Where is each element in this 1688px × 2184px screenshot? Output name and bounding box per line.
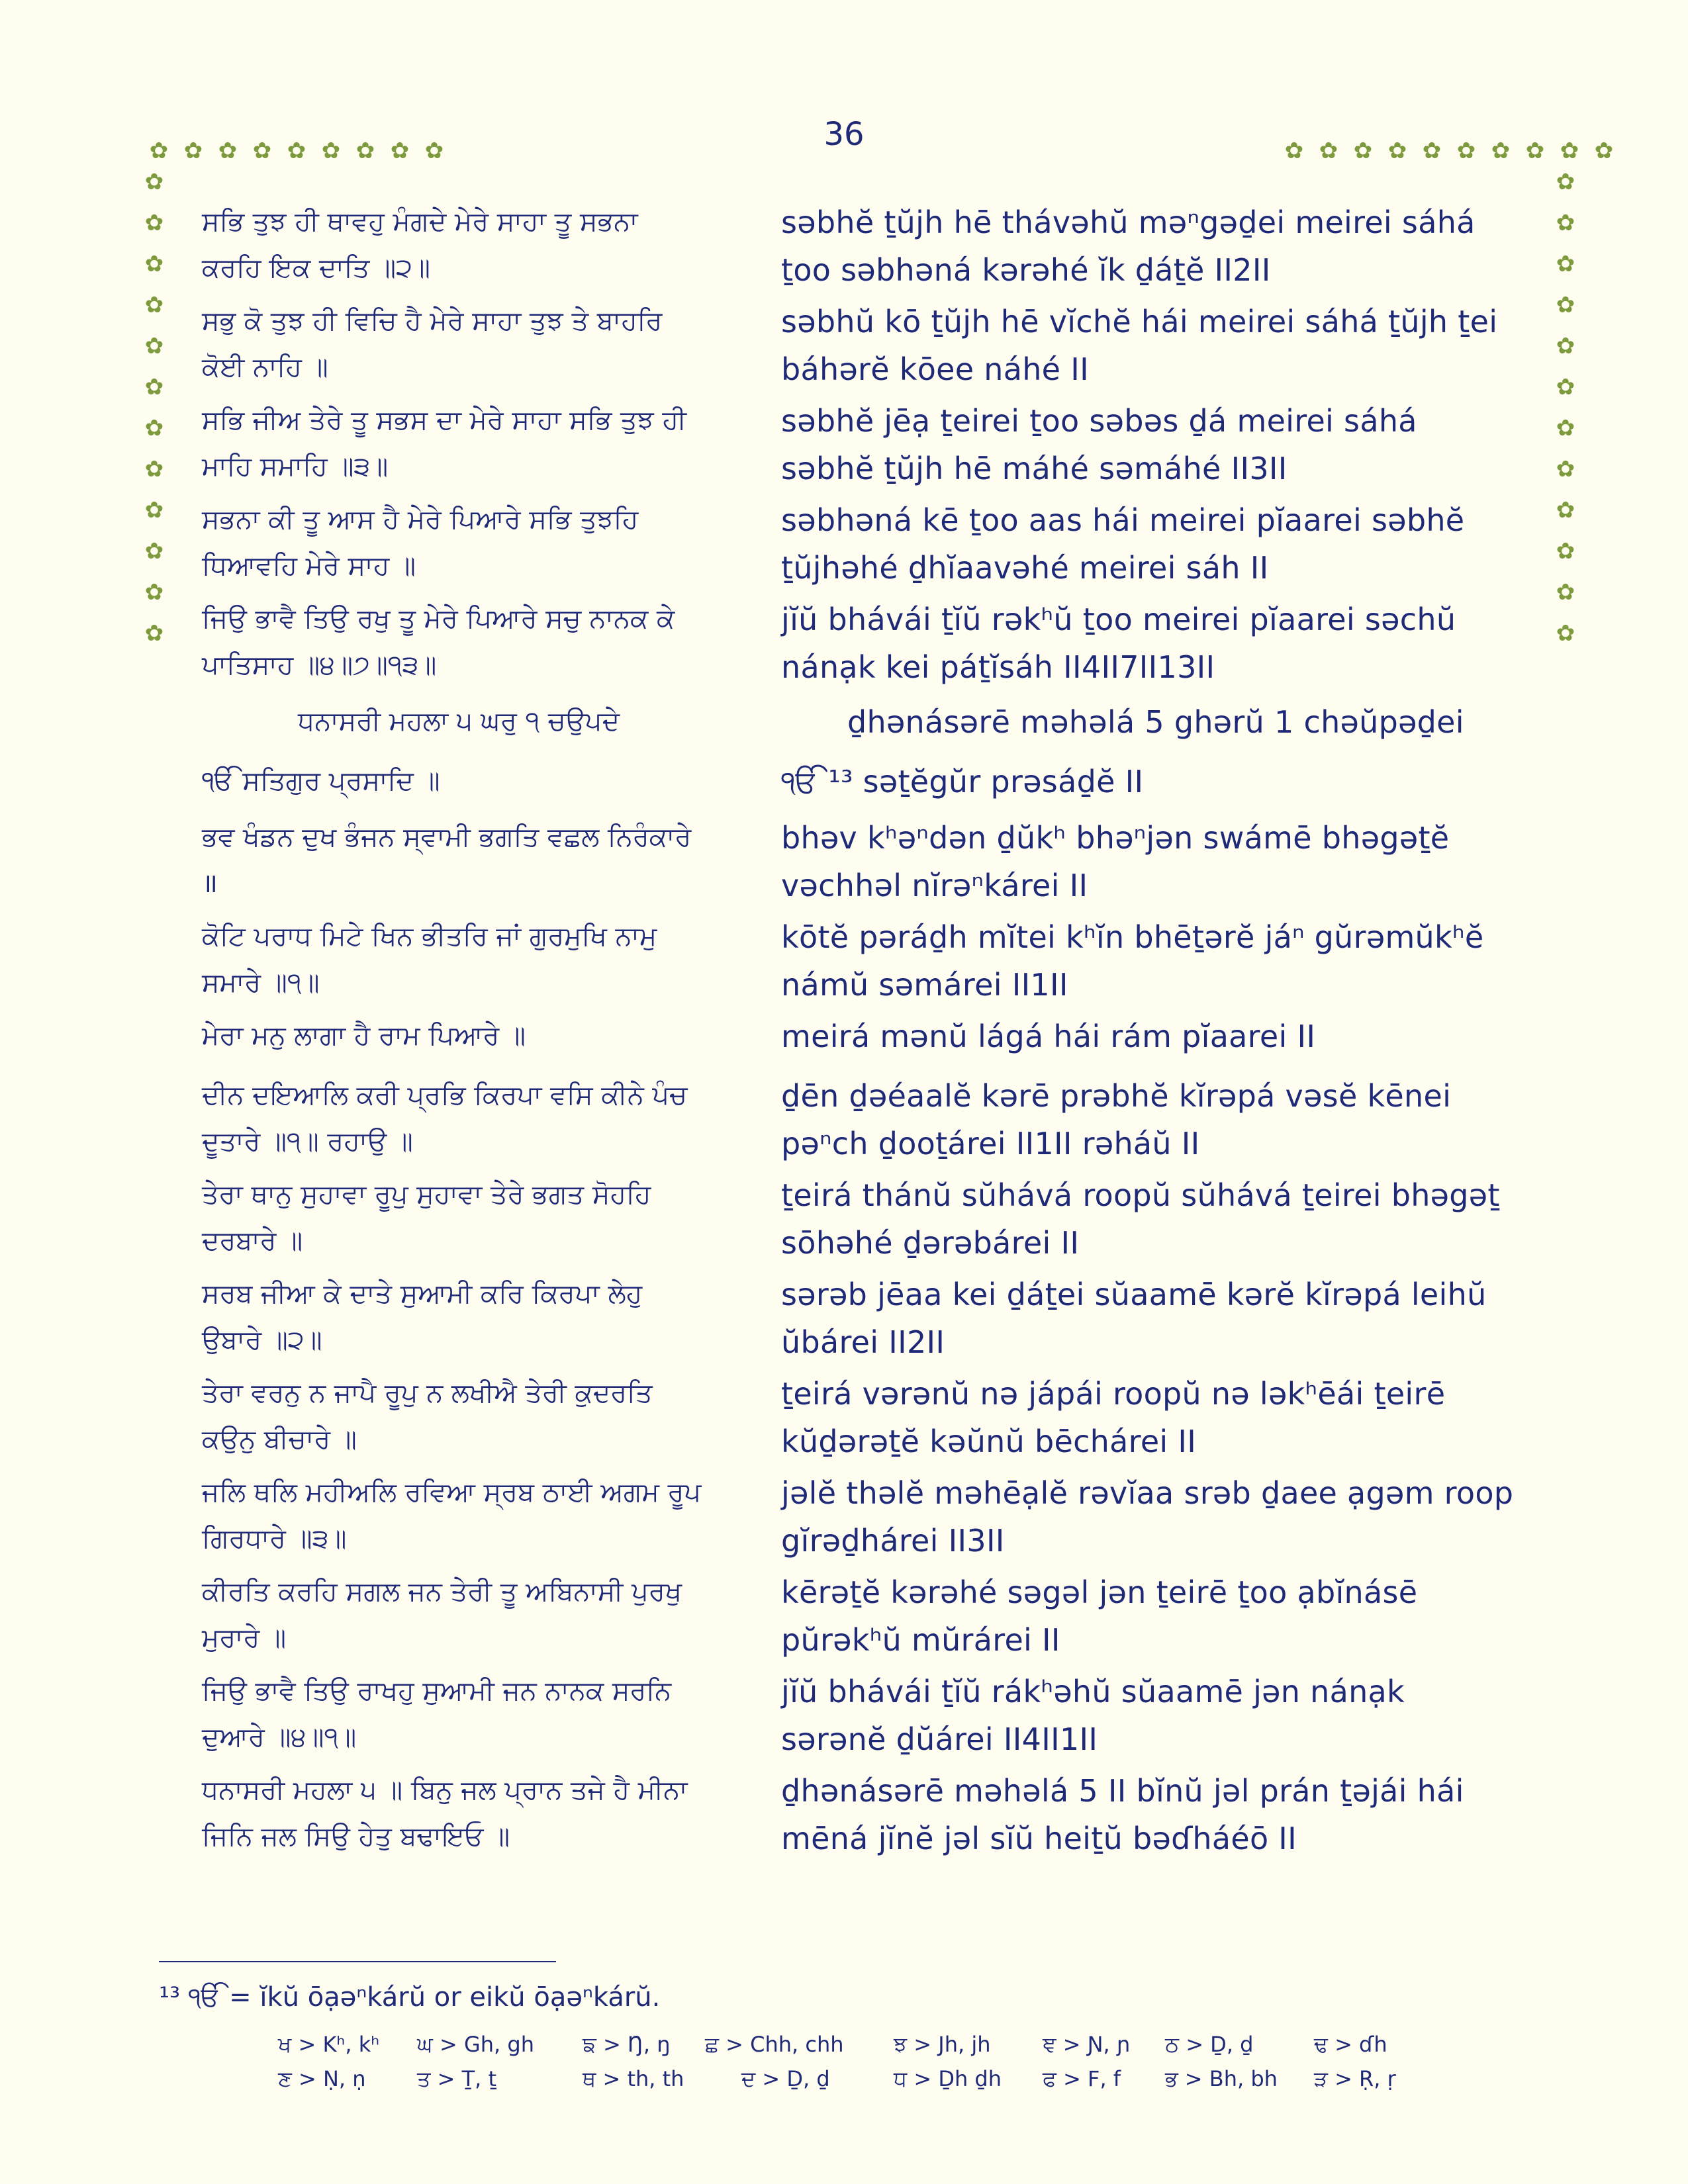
transliteration-line: kōtĕ pəráḏh mĭtei kʰĭn bhēṯərĕ jáⁿ gŭrəmŭkʰĕ xyxy=(781,919,1484,955)
flower-ornament-icon: ✿ xyxy=(1556,456,1575,482)
flower-ornament-icon: ✿ xyxy=(321,138,341,164)
flower-ornament-icon: ✿ xyxy=(218,138,238,164)
flower-ornament-icon: ✿ xyxy=(1556,169,1575,195)
gurmukhi-line: ਦੂਤਾਰੇ ॥੧॥ ਰਹਾਉ ॥ xyxy=(202,1126,413,1157)
gurmukhi-verse xyxy=(202,814,751,907)
gurmukhi-line: ਸਭਨਾ ਕੀ ਤੂ ਆਸ ਹੈ ਮੇਰੇ ਪਿਆਰੇ ਸਭਿ ਤੁਝਹਿ xyxy=(202,504,639,535)
gurmukhi-invocation: ੴ ਸਤਿਗੁਰ ਪ੍ਰਸਾਦਿ ॥ xyxy=(202,766,440,796)
transliteration-verse xyxy=(781,913,1516,1009)
transliteration-line: jəlĕ thəlĕ məhēạlĕ rəvĭaa srəb ḏaee ạgəm roop xyxy=(781,1475,1514,1511)
footnote-divider xyxy=(159,1961,556,1962)
flower-ornament-icon: ✿ xyxy=(1556,374,1575,400)
transliteration-verse xyxy=(781,298,1516,393)
flower-ornament-icon: ✿ xyxy=(1491,138,1511,164)
flower-ornament-icon: ✿ xyxy=(144,169,164,195)
flower-ornament-icon: ✿ xyxy=(144,415,164,441)
flower-ornament-icon: ✿ xyxy=(1556,538,1575,565)
transliteration-line: ṯoo səbhəná kərəhé ĭk ḏáṯĕ II2II xyxy=(781,252,1271,288)
gurmukhi-line: ਗਿਰਧਾਰੇ ॥੩॥ xyxy=(202,1524,347,1554)
gurmukhi-line: ॥ xyxy=(202,868,218,899)
flower-ornament-icon: ✿ xyxy=(144,456,164,482)
flower-ornament-icon: ✿ xyxy=(1422,138,1442,164)
legend-item: ਘ > Gh, gh xyxy=(417,2032,534,2057)
flower-ornament-icon: ✿ xyxy=(144,210,164,236)
gurmukhi-line: ਮਾਹਿ ਸਮਾਹਿ ॥੩॥ xyxy=(202,451,389,482)
legend-item: ਣ > Ṇ, ṇ xyxy=(278,2066,366,2091)
gurmukhi-line: ਮੁਰਾਰੇ ॥ xyxy=(202,1623,287,1653)
flower-ornament-icon: ✿ xyxy=(1556,292,1575,318)
flower-ornament-icon: ✿ xyxy=(1556,333,1575,359)
legend-item: ਙ > Ŋ, ŋ xyxy=(583,2032,671,2057)
transliteration-line: jĭŭ bhávái ṯĭŭ rákʰəhŭ sŭaamē jən nánạk xyxy=(781,1674,1405,1709)
transliteration-line: ṯŭjhəhé ḏhĭaavəhé meirei sáh II xyxy=(781,550,1269,586)
gurmukhi-line: ਕੋਈ ਨਾਹਿ ॥ xyxy=(202,352,328,383)
transliteration-verse xyxy=(781,1072,1516,1167)
transliteration-verse xyxy=(781,199,1516,294)
gurmukhi-line: ਸਰਬ ਜੀਆ ਕੇ ਦਾਤੇ ਸੁਆਮੀ ਕਰਿ ਕਿਰਪਾ ਲੇਹੁ xyxy=(202,1279,643,1309)
flower-ornament-icon: ✿ xyxy=(1353,138,1373,164)
legend-item: ਛ > Chh, chh xyxy=(705,2032,844,2057)
transliteration-line: kŭḏərəṯĕ kəŭnŭ bēchárei II xyxy=(781,1424,1197,1459)
flower-ornament-icon: ✿ xyxy=(287,138,306,164)
gurmukhi-line: ਪਾਤਿਸਾਹ ॥੪॥੭॥੧੩॥ xyxy=(202,650,437,680)
legend-item: ਦ > Ḏ, ḏ xyxy=(741,2066,830,2091)
page-number: 36 xyxy=(823,116,865,153)
flower-ornament-icon: ✿ xyxy=(144,251,164,277)
flower-ornament-icon: ✿ xyxy=(1387,138,1407,164)
flower-ornament-icon: ✿ xyxy=(1284,138,1304,164)
gurmukhi-line: ਕਰਹਿ ਇਕ ਦਾਤਿ ॥੨॥ xyxy=(202,253,430,283)
flower-ornament-icon: ✿ xyxy=(424,138,444,164)
flower-ornament-icon: ✿ xyxy=(1556,251,1575,277)
top-left-flower-border xyxy=(146,138,455,164)
gurmukhi-verse xyxy=(202,1569,751,1661)
transliteration-verse xyxy=(781,1271,1516,1366)
flower-ornament-icon: ✿ xyxy=(144,538,164,565)
transliteration-line: báhərĕ kōee náhé II xyxy=(781,351,1089,387)
gurmukhi-line: ਧਿਆਵਹਿ ਮੇਰੇ ਸਾਹ ॥ xyxy=(202,551,416,581)
gurmukhi-line: ਦਰਬਾਰੇ ॥ xyxy=(202,1226,303,1256)
transliteration-verse xyxy=(781,1370,1516,1465)
transliteration-line: səbhĕ ṯŭjh hē máhé səmáhé II3II xyxy=(781,451,1288,486)
gurmukhi-line: ਕਉਨੁ ਬੀਚਾਰੇ ॥ xyxy=(202,1424,357,1455)
transliteration-verse xyxy=(781,1469,1516,1565)
transliteration-line: ḏēn ḏəéaalĕ kərē prəbhĕ kĭrəpá vəsĕ kēnei xyxy=(781,1078,1452,1114)
legend-item: ਥ > th, th xyxy=(583,2066,684,2091)
gurmukhi-verse xyxy=(202,1469,751,1562)
top-right-flower-border xyxy=(1281,138,1625,164)
gurmukhi-line: ਸਭਿ ਤੁਝ ਹੀ ਥਾਵਹੁ ਮੰਗਦੇ ਮੇਰੇ ਸਾਹਾ ਤੂ ਸਭਨਾ xyxy=(202,206,638,237)
transliteration-verse xyxy=(781,1569,1516,1664)
right-flower-border xyxy=(1552,169,1579,661)
flower-ornament-icon: ✿ xyxy=(144,292,164,318)
transliteration-line: səbhĕ ṯŭjh hē thávəhŭ məⁿgəḏei meirei sáhá xyxy=(781,205,1476,240)
transliteration-verse xyxy=(781,1668,1516,1763)
transliteration-verse xyxy=(781,496,1516,592)
transliteration-line: sōhəhé ḏərəbárei II xyxy=(781,1225,1080,1261)
gurmukhi-verse xyxy=(202,1668,751,1760)
gurmukhi-verse xyxy=(202,298,751,390)
transliteration-line: ṯeirá vərənŭ nə jápái roopŭ nə ləkʰēái ṯeirē xyxy=(781,1376,1446,1412)
transliteration-line: ṯeirá thánŭ sŭhává roopŭ sŭhává ṯeirei bhəgəṯ xyxy=(781,1177,1500,1213)
transliteration-line: gĭrəḏhárei II3II xyxy=(781,1523,1005,1559)
transliteration-line: námŭ səmárei II1II xyxy=(781,967,1068,1003)
flower-ornament-icon: ✿ xyxy=(144,620,164,647)
transliteration-verse xyxy=(781,397,1516,492)
transliteration-line: kērəṯĕ kərəhé səgəl jən ṯeirē ṯoo ạbĭnásē xyxy=(781,1574,1418,1610)
gurmukhi-line: ਸਭੁ ਕੋ ਤੁਝ ਹੀ ਵਿਚਿ ਹੈ ਮੇਰੇ ਸਾਹਾ ਤੁਝ ਤੇ ਬਾਹਰਿ xyxy=(202,306,663,336)
legend-item: ਖ > Kʰ, kʰ xyxy=(278,2032,380,2057)
flower-ornament-icon: ✿ xyxy=(1556,415,1575,441)
legend-item: ਞ > Ɲ, ɲ xyxy=(1043,2032,1131,2057)
gurmukhi-line: ਉਬਾਰੇ ॥੨॥ xyxy=(202,1325,322,1355)
transliteration-line: vəchhəl nĭrəⁿkárei II xyxy=(781,868,1088,903)
transliteration-line: səbhəná kē ṯoo aas hái meirei pĭaarei səbhĕ xyxy=(781,502,1465,538)
gurmukhi-verse xyxy=(202,199,751,291)
flower-ornament-icon: ✿ xyxy=(355,138,375,164)
legend-item: ਢ > ɗh xyxy=(1314,2032,1387,2057)
flower-ornament-icon: ✿ xyxy=(1594,138,1614,164)
flower-ornament-icon: ✿ xyxy=(183,138,203,164)
gurmukhi-line: ਧਨਾਸਰੀ ਮਹਲਾ ੫ ॥ ਬਿਨੁ ਜਲ ਪ੍ਰਾਨ ਤਜੇ ਹੈ ਮੀਨਾ xyxy=(202,1775,688,1805)
flower-ornament-icon: ✿ xyxy=(144,374,164,400)
gurmukhi-line: ਜਿਨਿ ਜਲ ਸਿਉ ਹੇਤੁ ਬਢਾਇਓ ॥ xyxy=(202,1821,510,1852)
transliteration-heading: ḏhənásərē məhəlá 5 ghərŭ 1 chəŭpəḏei xyxy=(847,704,1464,740)
gurmukhi-line: ਤੇਰਾ ਥਾਨੁ ਸੁਹਾਵਾ ਰੂਪੁ ਸੁਹਾਵਾ ਤੇਰੇ ਭਗਤ ਸੋਹਹਿ xyxy=(202,1179,651,1210)
transliteration-line: səbhĕ jēạ ṯeirei ṯoo səbəs ḏá meirei sáhá xyxy=(781,403,1417,439)
gurmukhi-refrain: ਮੇਰਾ ਮਨੁ ਲਾਗਾ ਹੈ ਰਾਮ ਪਿਆਰੇ ॥ xyxy=(202,1021,526,1051)
transliteration-refrain: meirá mənŭ lágá hái rám pĭaarei II xyxy=(781,1019,1316,1054)
legend-row xyxy=(278,2066,1536,2101)
gurmukhi-verse xyxy=(202,1767,751,1860)
transliteration-line: pəⁿch ḏooṯárei II1II rəháŭ II xyxy=(781,1126,1200,1161)
flower-ornament-icon: ✿ xyxy=(1556,620,1575,647)
transliteration-legend xyxy=(278,2032,1536,2101)
transliteration-line: ŭbárei II2II xyxy=(781,1324,945,1360)
transliteration-line: sərənĕ ḏŭárei II4II1II xyxy=(781,1721,1098,1757)
gurmukhi-verse xyxy=(202,1271,751,1363)
flower-ornament-icon: ✿ xyxy=(390,138,410,164)
flower-ornament-icon: ✿ xyxy=(149,138,169,164)
transliteration-line: bhəv kʰəⁿdən ḏŭkʰ bhəⁿjən swámē bhəgəṯĕ xyxy=(781,820,1450,856)
gurmukhi-verse xyxy=(202,1171,751,1264)
gurmukhi-line: ਤੇਰਾ ਵਰਨੁ ਨ ਜਾਪੈ ਰੂਪੁ ਨ ਲਖੀਐ ਤੇਰੀ ਕੁਦਰਤਿ xyxy=(202,1378,653,1408)
flower-ornament-icon: ✿ xyxy=(1556,210,1575,236)
legend-item: ਧ > Ḏh ḏh xyxy=(894,2066,1002,2091)
left-flower-border xyxy=(141,169,167,661)
gurmukhi-line: ਕੀਰਤਿ ਕਰਹਿ ਸਗਲ ਜਨ ਤੇਰੀ ਤੂ ਅਬਿਨਾਸੀ ਪੁਰਖੁ xyxy=(202,1576,682,1607)
flower-ornament-icon: ✿ xyxy=(144,333,164,359)
legend-item: ਫ > F, f xyxy=(1043,2066,1121,2091)
transliteration-verse xyxy=(781,596,1516,691)
transliteration-line: səbhŭ kō ṯŭjh hē vĭchĕ hái meirei sáhá ṯŭjh ṯei xyxy=(781,304,1498,340)
gurmukhi-verse xyxy=(202,1072,751,1165)
legend-row xyxy=(278,2032,1536,2066)
flower-ornament-icon: ✿ xyxy=(1560,138,1579,164)
legend-item: ਤ > Ṯ, ṯ xyxy=(417,2066,497,2091)
flower-ornament-icon: ✿ xyxy=(1525,138,1545,164)
transliteration-invocation: ੴ ¹³ səṯĕgŭr prəsáḏĕ II xyxy=(781,764,1144,799)
gurmukhi-line: ਜਿਉ ਭਾਵੈ ਤਿਉ ਰਾਖਹੁ ਸੁਆਮੀ ਜਨ ਨਾਨਕ ਸਰਨਿ xyxy=(202,1676,672,1706)
gurmukhi-line: ਜਲਿ ਥਲਿ ਮਹੀਅਲਿ ਰਵਿਆ ਸ੍ਰਬ ਠਾਈ ਅਗਮ ਰੂਪ xyxy=(202,1477,702,1508)
legend-item: ੜ > Ṛ, ṛ xyxy=(1314,2066,1396,2091)
transliteration-line: sərəb jēaa kei ḏáṯei sŭaamē kərĕ kĭrəpá leihŭ xyxy=(781,1277,1487,1312)
footnote: ¹³ ੴ = ĭkŭ ōạəⁿkárŭ or eikŭ ōạəⁿkárŭ. xyxy=(159,1982,661,2013)
transliteration-verse xyxy=(781,1767,1516,1862)
flower-ornament-icon: ✿ xyxy=(1456,138,1476,164)
gurmukhi-heading: ਧਨਾਸਰੀ ਮਹਲਾ ੫ ਘਰੁ ੧ ਚਉਪਦੇ xyxy=(298,706,620,737)
transliteration-line: pŭrəkʰŭ mŭrárei II xyxy=(781,1622,1060,1658)
transliteration-line: ḏhənásərē məhəlá 5 II bĭnŭ jəl prán ṯəjái hái xyxy=(781,1773,1464,1809)
gurmukhi-line: ਸਮਾਰੇ ॥੧॥ xyxy=(202,968,320,998)
gurmukhi-line: ਦੁਆਰੇ ॥੪॥੧॥ xyxy=(202,1722,357,1752)
flower-ornament-icon: ✿ xyxy=(144,497,164,523)
legend-item: ਠ > Ḏ, ḏ xyxy=(1165,2032,1254,2057)
gurmukhi-verse xyxy=(202,596,751,688)
gurmukhi-line: ਦੀਨ ਦਇਆਲਿ ਕਰੀ ਪ੍ਰਭਿ ਕਿਰਪਾ ਵਸਿ ਕੀਨੇ ਪੰਚ xyxy=(202,1080,688,1111)
flower-ornament-icon: ✿ xyxy=(252,138,272,164)
transliteration-line: jĭŭ bhávái ṯĭŭ rəkʰŭ ṯoo meirei pĭaarei səchŭ xyxy=(781,602,1456,637)
gurmukhi-verse xyxy=(202,1370,751,1463)
legend-item: ਭ > Bh, bh xyxy=(1165,2066,1278,2091)
transliteration-verse xyxy=(781,814,1516,909)
legend-item: ਝ > Jh, jh xyxy=(894,2032,991,2057)
flower-ornament-icon: ✿ xyxy=(1556,579,1575,606)
gurmukhi-line: ਜਿਉ ਭਾਵੈ ਤਿਉ ਰਖੁ ਤੂ ਮੇਰੇ ਪਿਆਰੇ ਸਚੁ ਨਾਨਕ ਕੇ xyxy=(202,604,675,634)
transliteration-line: nánạk kei páṯĭsáh II4II7II13II xyxy=(781,649,1215,685)
flower-ornament-icon: ✿ xyxy=(144,579,164,606)
flower-ornament-icon: ✿ xyxy=(1319,138,1338,164)
gurmukhi-line: ਕੋਟਿ ਪਰਾਧ ਮਿਟੇ ਖਿਨ ਭੀਤਰਿ ਜਾਂ ਗੁਰਮੁਖਿ ਨਾਮੁ xyxy=(202,921,657,952)
gurmukhi-verse xyxy=(202,496,751,589)
transliteration-verse xyxy=(781,1171,1516,1267)
gurmukhi-verse xyxy=(202,913,751,1006)
gurmukhi-line: ਸਭਿ ਜੀਅ ਤੇਰੇ ਤੂ ਸਭਸ ਦਾ ਮੇਰੇ ਸਾਹਾ ਸਭਿ ਤੁਝ ਹੀ xyxy=(202,405,687,435)
gurmukhi-line: ਭਵ ਖੰਡਨ ਦੁਖ ਭੰਜਨ ਸ੍ਵਾਮੀ ਭਗਤਿ ਵਛਲ ਨਿਰੰਕਾਰੇ xyxy=(202,822,692,852)
transliteration-line: mēná jĭnĕ jəl sĭŭ heiṯŭ bəɗháéō II xyxy=(781,1821,1297,1856)
flower-ornament-icon: ✿ xyxy=(1556,497,1575,523)
gurmukhi-verse xyxy=(202,397,751,490)
